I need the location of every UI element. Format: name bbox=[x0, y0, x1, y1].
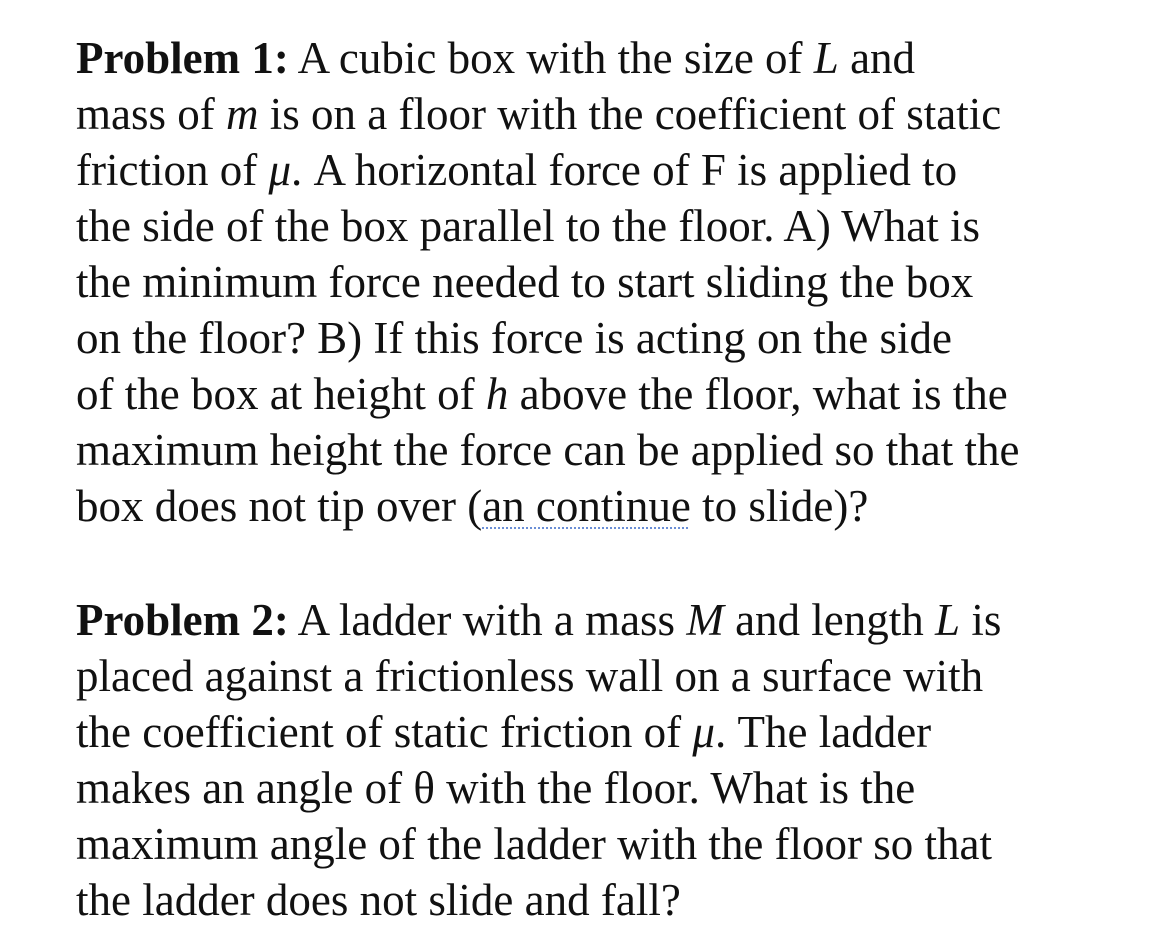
problem-1-line-8: maximum height the force can be applied so that the bbox=[76, 425, 1020, 475]
text: . A horizontal force of F is applied to bbox=[291, 145, 958, 195]
spellcheck-underlined-text[interactable]: an continue bbox=[482, 481, 691, 531]
problem-1-line-6: on the floor? B) If this force is acting on the side bbox=[76, 313, 953, 363]
variable-L: L bbox=[813, 33, 839, 83]
problem-1-line-5: the minimum force needed to start sliding the box bbox=[76, 257, 974, 307]
problem-1-line-2 bbox=[76, 86, 1136, 142]
problem-2-label: Problem 2: bbox=[76, 595, 289, 645]
text: and bbox=[838, 33, 916, 83]
problem-1-line-1 bbox=[76, 30, 1136, 86]
text: is bbox=[960, 595, 1002, 645]
variable-h: h bbox=[485, 369, 509, 419]
text: box does not tip over ( bbox=[76, 481, 483, 531]
problem-2-line-3 bbox=[76, 704, 1136, 760]
problem-2-line-4: makes an angle of θ with the floor. What is the bbox=[76, 763, 916, 813]
variable-M: M bbox=[686, 595, 724, 645]
problem-2-line-5: maximum angle of the ladder with the floor so that bbox=[76, 819, 993, 869]
text: is on a floor with the coefficient of static bbox=[258, 89, 1002, 139]
variable-L: L bbox=[935, 595, 961, 645]
text: of the box at height of bbox=[76, 369, 486, 419]
variable-mu: μ bbox=[692, 707, 716, 757]
text: friction of bbox=[76, 145, 269, 195]
problem-1-line-9 bbox=[76, 478, 1136, 534]
problem-2-line-2: placed against a frictionless wall on a surface with bbox=[76, 651, 984, 701]
problem-1-line-3 bbox=[76, 142, 1136, 198]
problem-2-line-1 bbox=[76, 592, 1136, 648]
problem-2-line-6: the ladder does not slide and fall? bbox=[76, 875, 681, 925]
problem-1 bbox=[76, 30, 1136, 534]
variable-m: m bbox=[226, 89, 259, 139]
problem-1-line-7 bbox=[76, 366, 1136, 422]
text: A ladder with a mass bbox=[288, 595, 687, 645]
text: and length bbox=[723, 595, 936, 645]
problem-2 bbox=[76, 592, 1136, 928]
problem-1-line-4: the side of the box parallel to the floor. A) What is bbox=[76, 201, 980, 251]
text: the coefficient of static friction of bbox=[76, 707, 693, 757]
text: mass of bbox=[76, 89, 226, 139]
variable-mu: μ bbox=[268, 145, 292, 195]
document-page bbox=[76, 30, 1136, 928]
text: A cubic box with the size of bbox=[288, 33, 814, 83]
text: . The ladder bbox=[715, 707, 932, 757]
problem-1-label: Problem 1: bbox=[76, 33, 289, 83]
text: above the floor, what is the bbox=[508, 369, 1008, 419]
text: to slide)? bbox=[690, 481, 869, 531]
